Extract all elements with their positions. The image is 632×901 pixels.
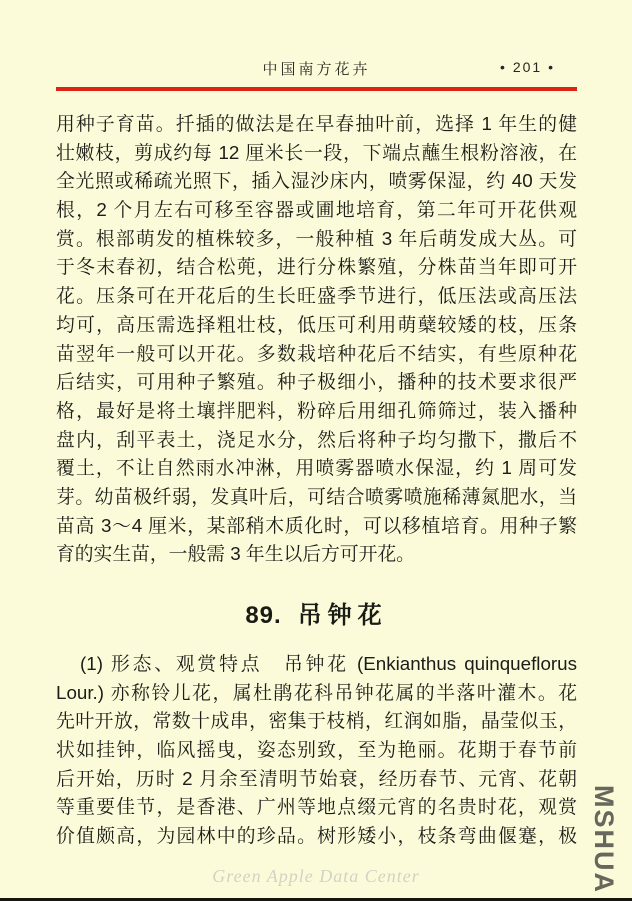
page-number: • 201 • — [500, 59, 555, 75]
paragraph-line: 赏。根部萌发的植株较多，一般种植 3 年后萌发成大丛。可 — [56, 227, 577, 249]
paragraph-line: 先叶开放，常数十成串，密集于枝梢，红润如脂，晶莹似玉， — [56, 710, 577, 732]
paragraph-line: 覆土，不让自然雨水冲淋，用喷雾器喷水保湿，约 1 周可发 — [56, 457, 577, 479]
paragraph-line: 价值颇高，为园林中的珍品。树形矮小，枝条弯曲偃蹇，极 — [56, 825, 577, 847]
paragraph-morphology — [56, 650, 577, 851]
paragraph-propagation — [56, 110, 577, 569]
paragraph-line: 芽。幼苗极纤弱，发真叶后，可结合喷雾喷施稀薄氮肥水，当 — [56, 485, 577, 507]
section-number: 89. — [245, 602, 282, 629]
paragraph-line: 均可，高压需选择粗壮枝，低压可利用萌蘖较矮的枝，压条 — [56, 313, 577, 335]
section-title: 吊钟花 — [297, 602, 388, 629]
press-mark: MSHUA — [589, 785, 619, 894]
paragraph-line: 育的实生苗，一般需 3 年生以后方可开花。 — [56, 543, 415, 565]
paragraph-line: Lour.) 亦称铃儿花，属杜鹃花科吊钟花属的半落叶灌木。花 — [56, 681, 577, 703]
paragraph-line: 等重要佳节，是香港、广州等地点缀元宵的名贵时花，观赏 — [56, 796, 577, 818]
paragraph-line: 后结实，可用种子繁殖。种子极细小，播种的技术要求很严 — [56, 371, 577, 393]
running-header — [56, 58, 577, 80]
paragraph-line: 后开始，历时 2 月余至清明节始衰，经历春节、元宵、花朝 — [56, 767, 577, 789]
paragraph-line: 壮嫩枝，剪成约每 12 厘米长一段，下端点蘸生根粉溶液，在 — [56, 141, 577, 163]
paragraph-line: 花。压条可在开花后的生长旺盛季节进行，低压法或高压法 — [56, 285, 577, 307]
paragraph-line: 用种子育苗。扦插的做法是在早春抽叶前，选择 1 年生的健 — [56, 113, 577, 134]
paragraph-line: 状如挂钟，临风摇曳，姿态别致，至为艳丽。花期于春节前 — [56, 739, 577, 761]
header-rule — [56, 87, 577, 91]
paragraph-line: (1) 形态、观赏特点 吊钟花 (Enkianthus quinqueflorus — [80, 653, 577, 674]
paragraph-line: 全光照或稀疏光照下，插入湿沙床内，喷雾保湿，约 40 天发 — [56, 170, 577, 192]
paragraph-line: 格，最好是将土壤拌肥料，粉碎后用细孔筛筛过，装入播种 — [56, 399, 577, 421]
paragraph-line: 根，2 个月左右可移至容器或圃地培育，第二年可开花供观 — [56, 199, 577, 221]
paragraph-line: 于冬末春初，结合松蔸，进行分株繁殖，分株苗当年即可开 — [56, 256, 577, 278]
paragraph-line: 苗翌年一般可以开花。多数栽培种花后不结实，有些原种花 — [56, 342, 577, 364]
paragraph-line: 苗高 3～4 厘米，某部稍木质化时，可以移植培育。用种子繁 — [56, 514, 577, 536]
watermark: Green Apple Data Center — [212, 866, 420, 886]
paragraph-line: 盘内，刮平表土，浇足水分，然后将种子均匀撒下，撒后不 — [56, 428, 577, 450]
body-text — [56, 110, 577, 851]
book-title: 中国南方花卉 — [262, 61, 371, 78]
section-heading — [56, 595, 577, 629]
